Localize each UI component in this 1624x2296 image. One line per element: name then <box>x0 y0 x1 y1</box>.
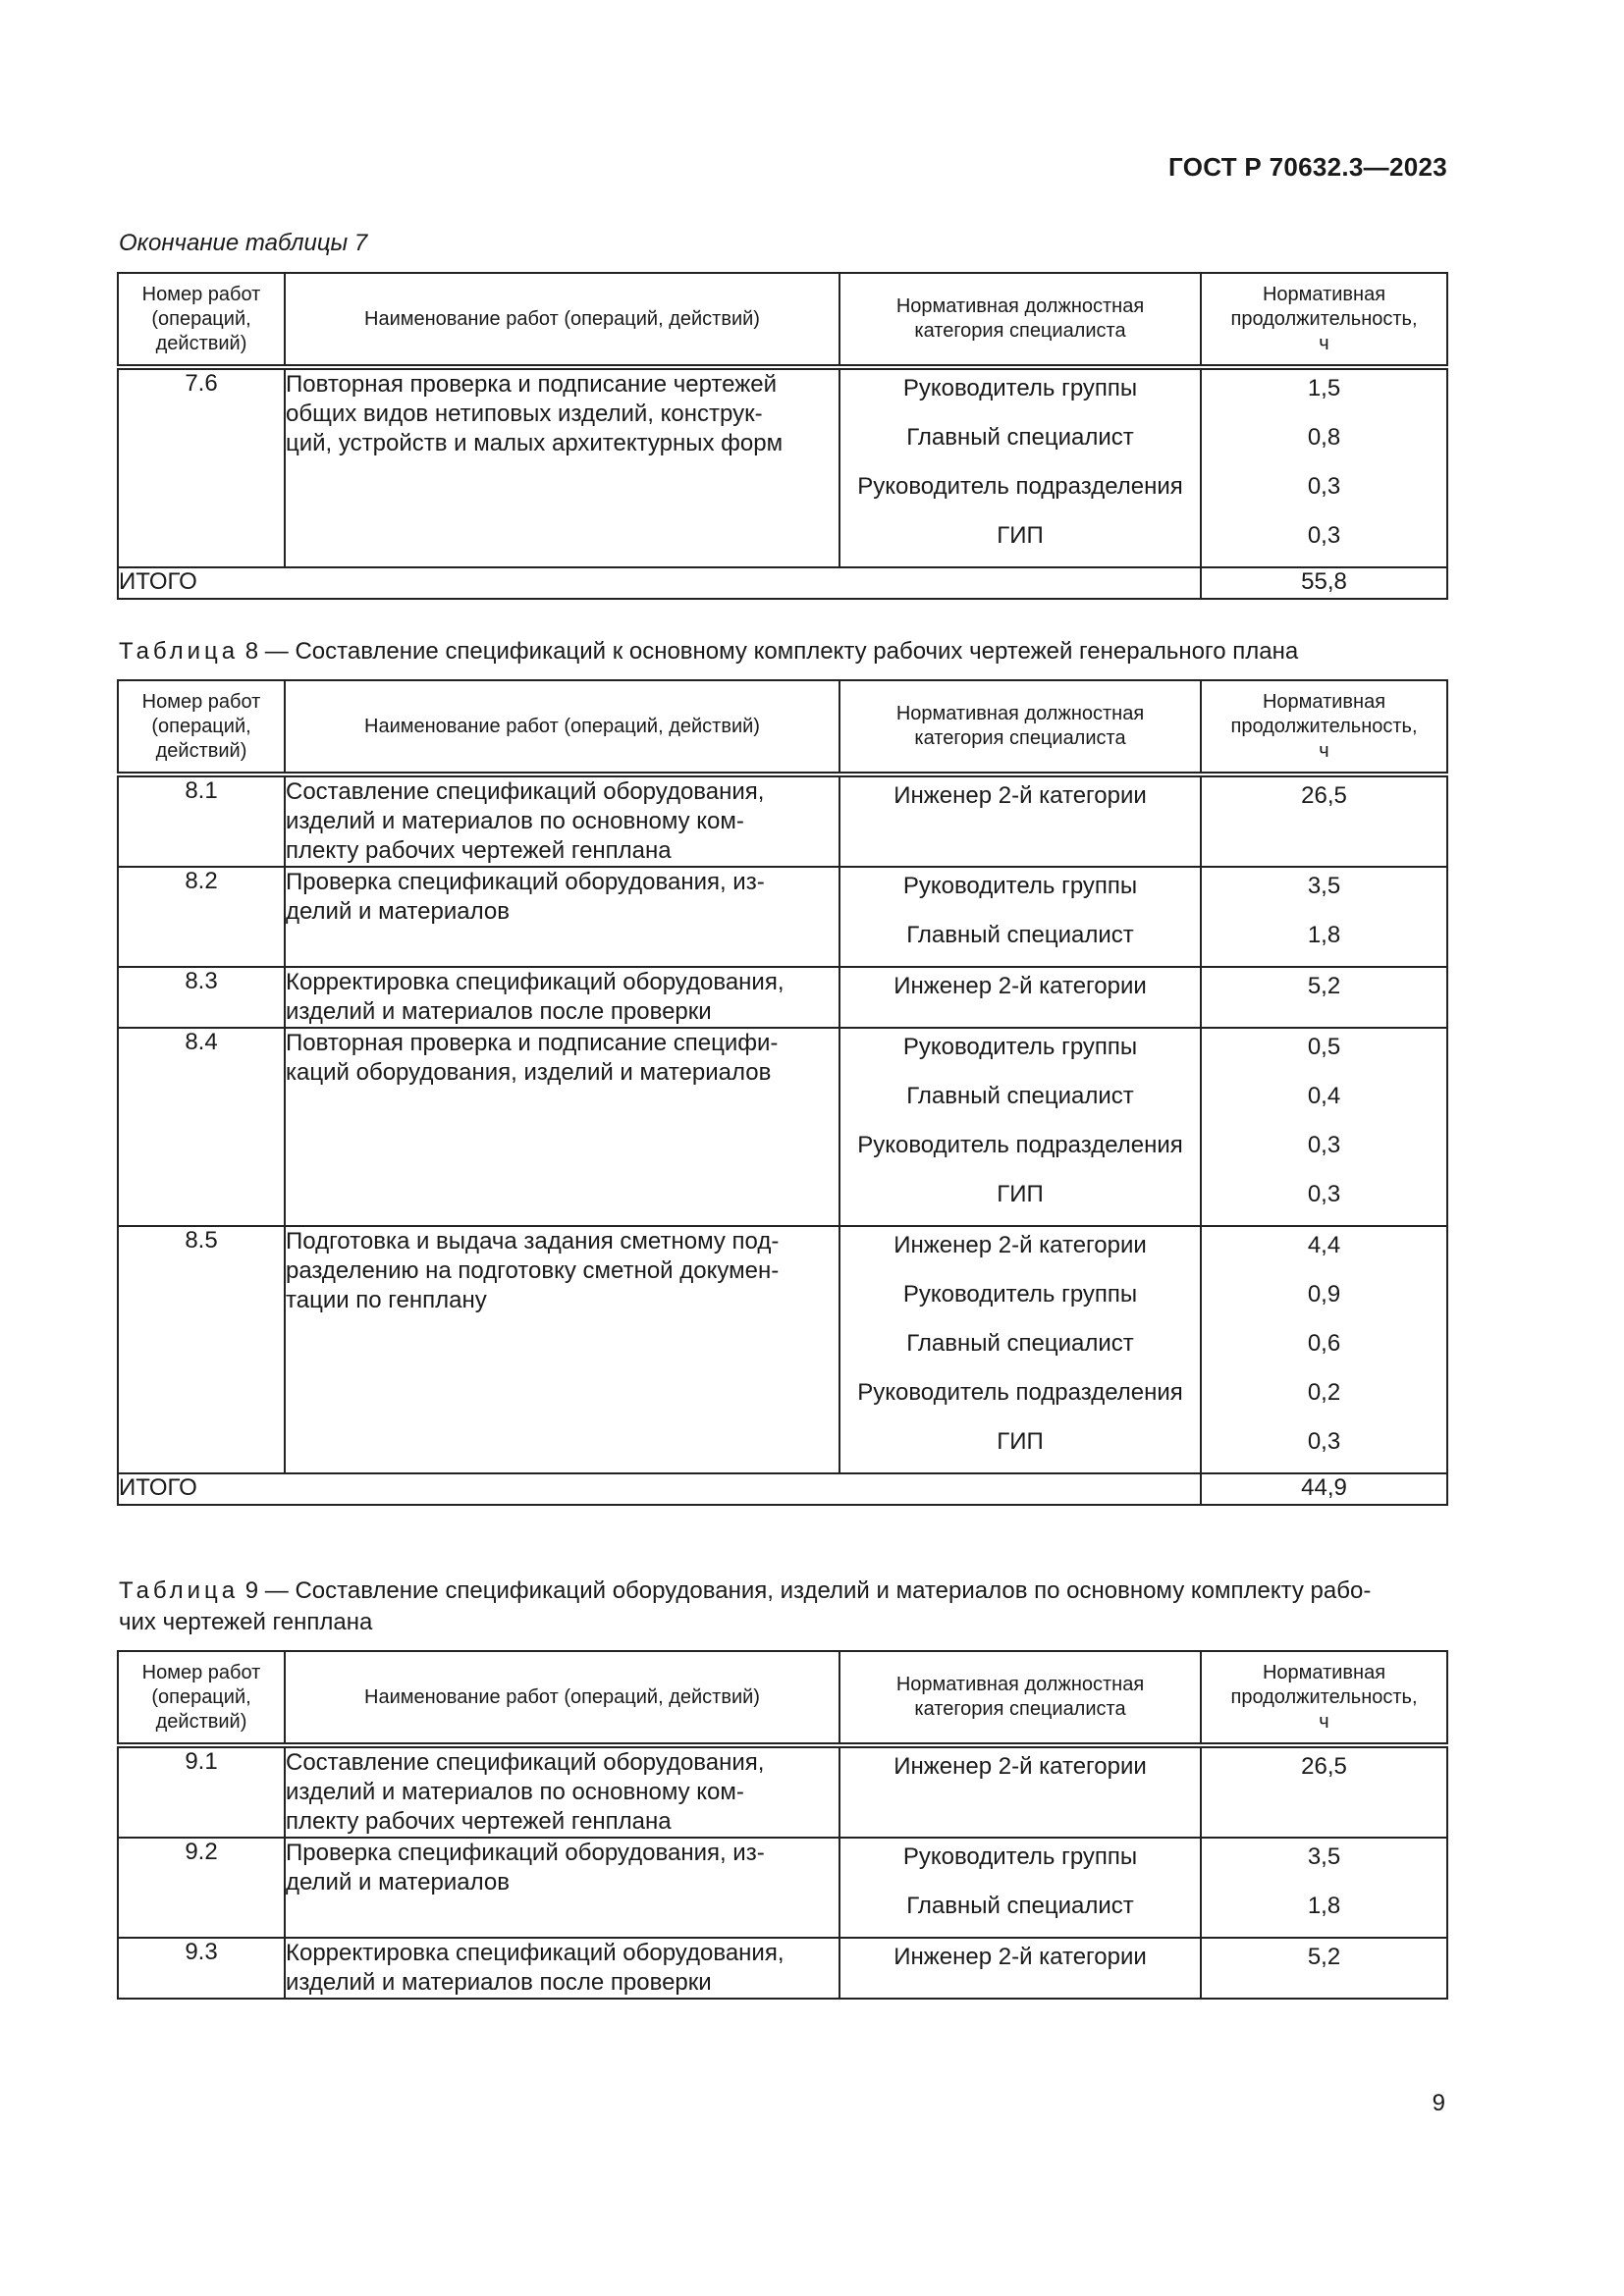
table-header-row <box>118 680 1447 774</box>
work-name-line: тации по генплану <box>286 1287 487 1313</box>
work-name-line: разделению на подготовку сметной докумен- <box>286 1257 780 1284</box>
work-name <box>285 367 839 567</box>
work-name-line: Подготовка и выдача задания сметному под- <box>286 1228 780 1255</box>
duration-value: 0,5 <box>1307 1034 1341 1060</box>
work-name <box>285 1226 839 1473</box>
work-name-line: делий и материалов <box>286 1869 510 1896</box>
specialist-category: Руководитель подразделения <box>857 1132 1183 1158</box>
specialist-category: Главный специалист <box>906 1083 1134 1109</box>
header-category: Нормативная должностная категория специалиста <box>839 680 1201 774</box>
specialist-category: Инженер 2-й категории <box>893 782 1147 809</box>
header-name: Наименование работ (операций, действий) <box>285 273 839 367</box>
specialist-category: Руководитель подразделения <box>857 1379 1183 1406</box>
duration-value: 1,5 <box>1307 375 1341 401</box>
work-name-line: плекту рабочих чертежей генплана <box>286 1808 672 1835</box>
duration-cell <box>1201 1838 1447 1938</box>
total-label: ИТОГО <box>118 567 1201 599</box>
specialist-category: Главный специалист <box>906 922 1134 948</box>
duration-cell <box>1201 367 1447 567</box>
total-value: 44,9 <box>1201 1473 1447 1505</box>
duration-value: 0,3 <box>1307 522 1341 549</box>
work-name-line: Корректировка спецификаций оборудования, <box>286 1940 785 1966</box>
specialist-category-cell <box>839 1938 1201 1999</box>
duration-value: 26,5 <box>1301 782 1347 809</box>
work-name-line: Корректировка спецификаций оборудования, <box>286 969 785 995</box>
header-category: Нормативная должностная категория специалиста <box>839 273 1201 367</box>
work-name-line: изделий и материалов по основному ком- <box>286 1779 744 1805</box>
work-number: 8.2 <box>118 867 285 967</box>
duration-value: 0,3 <box>1307 1181 1341 1207</box>
table-9 <box>117 1650 1448 2000</box>
duration-value: 0,3 <box>1307 1132 1341 1158</box>
work-name-line: каций оборудования, изделий и материалов <box>286 1059 772 1086</box>
header-name: Наименование работ (операций, действий) <box>285 680 839 774</box>
work-name <box>285 967 839 1028</box>
duration-value: 26,5 <box>1301 1753 1347 1780</box>
work-name-line: Проверка спецификаций оборудования, из- <box>286 1840 765 1866</box>
duration-value: 3,5 <box>1307 873 1341 899</box>
work-number: 7.6 <box>118 367 285 567</box>
specialist-category: Руководитель группы <box>902 1281 1138 1308</box>
table-header-row <box>118 273 1447 367</box>
specialist-category: ГИП <box>997 1181 1044 1207</box>
duration-value: 0,3 <box>1307 1428 1341 1455</box>
specialist-category-cell <box>839 367 1201 567</box>
table-row <box>118 1226 1447 1473</box>
work-number: 8.5 <box>118 1226 285 1473</box>
work-name <box>285 1745 839 1838</box>
table-row <box>118 367 1447 567</box>
specialist-category-cell <box>839 867 1201 967</box>
specialist-category: Главный специалист <box>906 1893 1134 1919</box>
specialist-category: Руководитель группы <box>902 375 1138 401</box>
work-name <box>285 1938 839 1999</box>
duration-value: 0,2 <box>1307 1379 1341 1406</box>
work-name-line: Проверка спецификаций оборудования, из- <box>286 869 765 895</box>
work-name-line: Повторная проверка и подписание специфи- <box>286 1030 779 1056</box>
duration-value: 5,2 <box>1307 973 1341 999</box>
duration-value: 0,9 <box>1307 1281 1341 1308</box>
specialist-category-cell <box>839 1226 1201 1473</box>
duration-cell <box>1201 1745 1447 1838</box>
work-number: 8.3 <box>118 967 285 1028</box>
table-7 <box>117 272 1448 600</box>
duration-value: 4,4 <box>1307 1232 1341 1258</box>
duration-cell <box>1201 1938 1447 1999</box>
header-num: Номер работ (операций, действий) <box>118 680 285 774</box>
header-category: Нормативная должностная категория специалиста <box>839 1651 1201 1745</box>
table-row <box>118 1938 1447 1999</box>
work-name <box>285 1028 839 1226</box>
specialist-category: Руководитель группы <box>902 1843 1138 1870</box>
work-number: 9.3 <box>118 1938 285 1999</box>
work-name-line: Повторная проверка и подписание чертежей <box>286 371 778 398</box>
total-row <box>118 1473 1447 1505</box>
caption-text-line2: чих чертежей генплана <box>119 1609 373 1635</box>
duration-value: 1,8 <box>1307 1893 1341 1919</box>
header-duration: Нормативная продолжительность, ч <box>1201 680 1447 774</box>
table7-caption: Окончание таблицы 7 <box>119 230 368 256</box>
table-row <box>118 1028 1447 1226</box>
work-name-line: Составление спецификаций оборудования, <box>286 778 765 805</box>
total-value: 55,8 <box>1201 567 1447 599</box>
duration-cell <box>1201 867 1447 967</box>
page-number: 9 <box>1432 2090 1445 2116</box>
work-name-line: делий и материалов <box>286 898 510 925</box>
caption-text: 8 — Составление спецификаций к основному комплекту рабочих чертежей генерального плана <box>239 638 1299 665</box>
duration-cell <box>1201 967 1447 1028</box>
work-name-line: изделий и материалов после проверки <box>286 1969 712 1996</box>
work-name <box>285 1838 839 1938</box>
caption-label: Таблица <box>119 638 240 665</box>
table-row <box>118 967 1447 1028</box>
specialist-category-cell <box>839 1838 1201 1938</box>
work-number: 9.2 <box>118 1838 285 1938</box>
specialist-category: Инженер 2-й категории <box>893 1944 1147 1970</box>
work-name-line: ций, устройств и малых архитектурных форм <box>286 430 784 456</box>
specialist-category: Руководитель группы <box>902 873 1138 899</box>
duration-value: 1,8 <box>1307 922 1341 948</box>
work-name <box>285 867 839 967</box>
specialist-category-cell <box>839 1745 1201 1838</box>
specialist-category: Главный специалист <box>906 1330 1134 1357</box>
table-row <box>118 1745 1447 1838</box>
total-row <box>118 567 1447 599</box>
work-name-line: общих видов нетиповых изделий, конструк- <box>286 400 763 427</box>
table-8 <box>117 679 1448 1506</box>
header-duration: Нормативная продолжительность, ч <box>1201 273 1447 367</box>
document-header: ГОСТ Р 70632.3—2023 <box>1168 152 1447 182</box>
work-number: 8.1 <box>118 774 285 867</box>
work-name-line: изделий и материалов по основному ком- <box>286 808 744 834</box>
specialist-category: Руководитель группы <box>902 1034 1138 1060</box>
caption-text: 9 — Составление спецификаций оборудования, изделий и материалов по основному комплекту рабо- <box>239 1577 1372 1604</box>
duration-cell <box>1201 1028 1447 1226</box>
table-header-row <box>118 1651 1447 1745</box>
specialist-category: Главный специалист <box>906 424 1134 451</box>
table-row <box>118 774 1447 867</box>
specialist-category-cell <box>839 967 1201 1028</box>
header-num: Номер работ (операций, действий) <box>118 273 285 367</box>
specialist-category: Инженер 2-й категории <box>893 973 1147 999</box>
specialist-category: Инженер 2-й категории <box>893 1232 1147 1258</box>
header-num: Номер работ (операций, действий) <box>118 1651 285 1745</box>
header-duration: Нормативная продолжительность, ч <box>1201 1651 1447 1745</box>
caption-label: Таблица <box>119 1577 240 1604</box>
work-name-line: изделий и материалов после проверки <box>286 998 712 1025</box>
duration-value: 0,8 <box>1307 424 1341 451</box>
work-name-line: плекту рабочих чертежей генплана <box>286 837 672 864</box>
specialist-category: ГИП <box>997 1428 1044 1455</box>
specialist-category: Руководитель подразделения <box>857 473 1183 500</box>
table-row <box>118 867 1447 967</box>
specialist-category-cell <box>839 774 1201 867</box>
total-label: ИТОГО <box>118 1473 1201 1505</box>
duration-cell <box>1201 774 1447 867</box>
header-name: Наименование работ (операций, действий) <box>285 1651 839 1745</box>
duration-cell <box>1201 1226 1447 1473</box>
table8-caption <box>119 636 1298 667</box>
work-number: 8.4 <box>118 1028 285 1226</box>
specialist-category-cell <box>839 1028 1201 1226</box>
specialist-category: ГИП <box>997 522 1044 549</box>
duration-value: 0,4 <box>1307 1083 1341 1109</box>
duration-value: 5,2 <box>1307 1944 1341 1970</box>
table9-caption <box>119 1575 1371 1638</box>
work-number: 9.1 <box>118 1745 285 1838</box>
table-row <box>118 1838 1447 1938</box>
duration-value: 3,5 <box>1307 1843 1341 1870</box>
specialist-category: Инженер 2-й категории <box>893 1753 1147 1780</box>
work-name-line: Составление спецификаций оборудования, <box>286 1749 765 1776</box>
work-name <box>285 774 839 867</box>
duration-value: 0,3 <box>1307 473 1341 500</box>
duration-value: 0,6 <box>1307 1330 1341 1357</box>
